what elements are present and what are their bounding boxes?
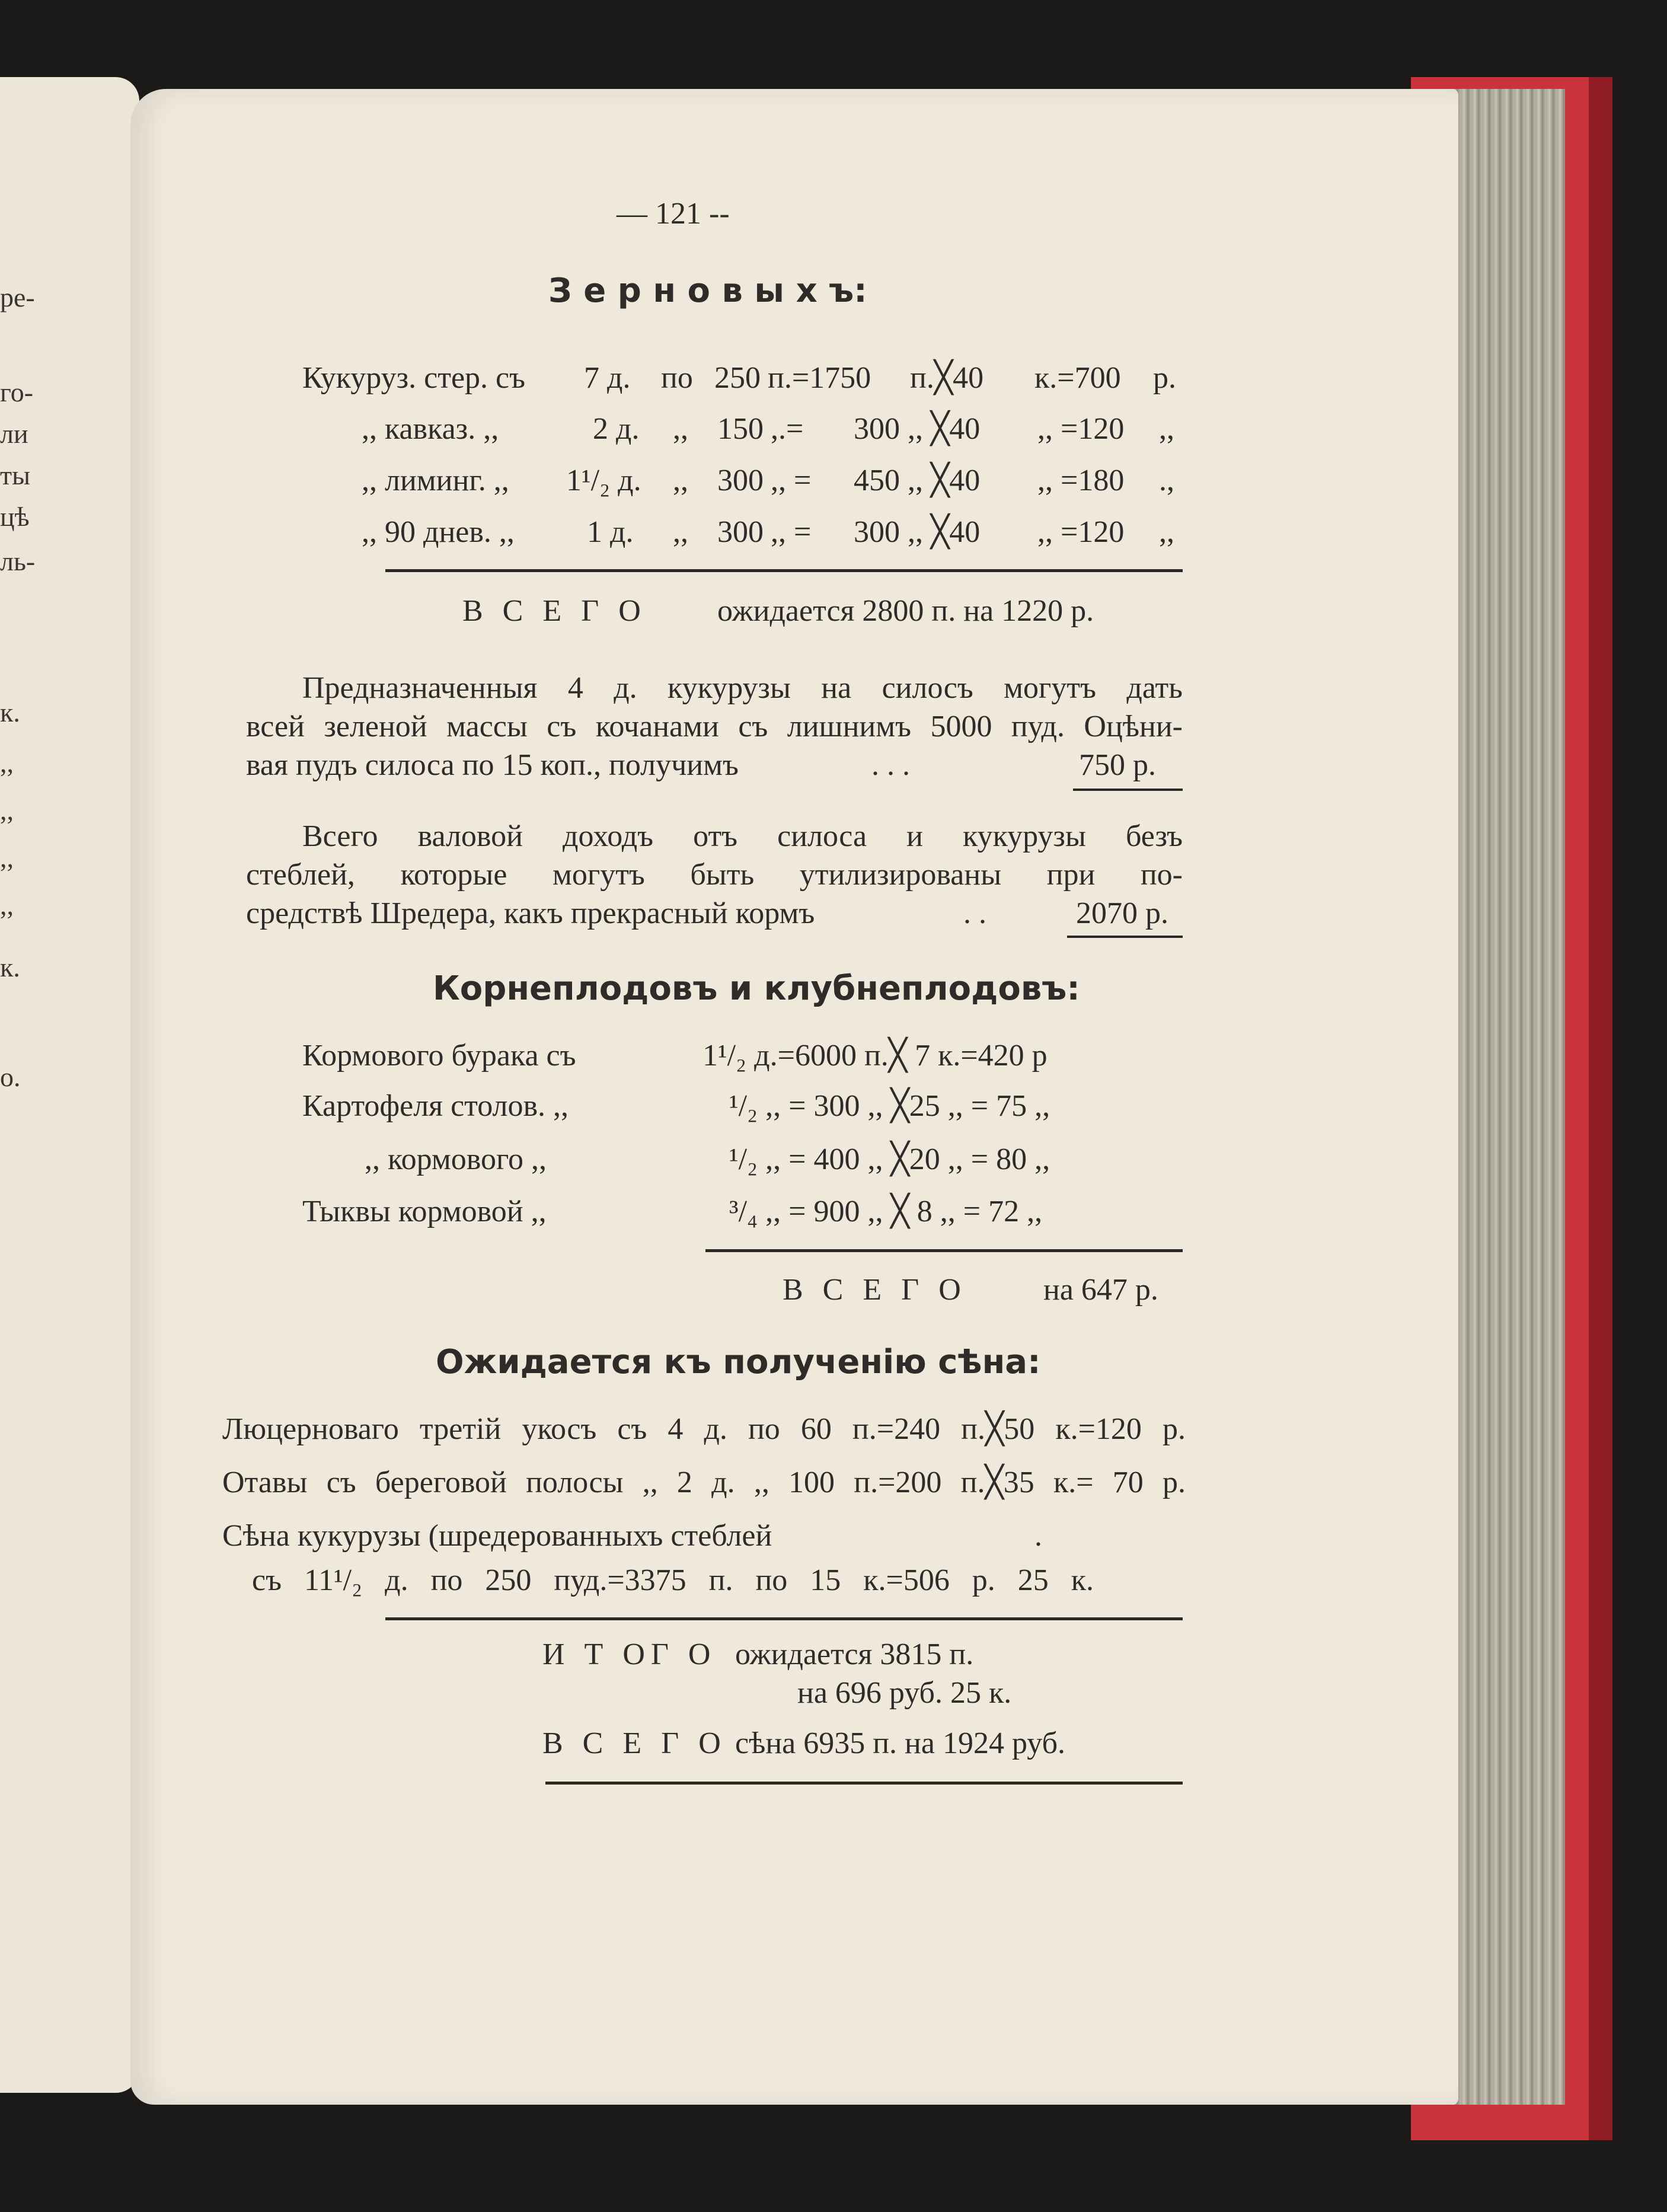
left-fragment: ,,: [0, 890, 14, 920]
grain-row-total: ,, =: [771, 464, 812, 497]
hay-row-2: Отавы съ береговой полосы ,, 2 д. ,, 100 п.=200 п.╳35 к.= 70 р.: [222, 1466, 1186, 1499]
para1-value: 750 р.: [1079, 748, 1156, 782]
divider-rule: [705, 1249, 1183, 1252]
hay-row-3: Сѣна кукурузы (шредерованныхъ стеблей: [222, 1519, 772, 1553]
grain-row-total: п.=1750: [768, 361, 871, 395]
roots-row-values: 1¹/₂ д.=6000 п.╳ 7 к.=420 р: [702, 1039, 1048, 1073]
grain-row-price: 450 ,, ╳40: [854, 464, 981, 497]
divider-rule: [385, 1617, 1183, 1620]
grain-row-unit: ,,: [1159, 515, 1174, 549]
page-number: — 121 --: [617, 197, 730, 231]
para2-value: 2070 р.: [1076, 896, 1168, 930]
grain-row-sum: ,, =120: [1037, 412, 1125, 446]
grain-row-area: 1¹/₂ д.: [566, 464, 641, 497]
grain-row-per: по: [661, 361, 693, 395]
grain-row-label: ,, кавказ. ,,: [362, 412, 499, 446]
hay-row-3-dot: .: [1034, 1519, 1042, 1553]
book-cover-edge: [1589, 77, 1612, 2140]
grain-row-area: 2 д.: [593, 412, 640, 446]
left-fragment: ,,: [0, 842, 14, 873]
para2-line2: стеблей, которые могутъ быть утилизированы при по-: [246, 858, 1183, 892]
roots-row-values: ¹/₂ ,, = 400 ,, ╳20 ,, = 80 ,,: [729, 1142, 1050, 1176]
itogo-label: И Т ОГ О: [542, 1638, 717, 1671]
section-title-roots: Корнеплодовъ и клубнеплодовъ:: [433, 969, 1080, 1008]
left-fragment: к.: [0, 697, 20, 727]
grain-row-unit: р.: [1153, 361, 1176, 395]
left-fragment: цѣ: [0, 502, 30, 532]
para1-line1: Предназначенныя 4 д. кукурузы на силосъ могутъ дать: [302, 671, 1183, 705]
left-page: [0, 77, 139, 2093]
grain-row-price: 300 ,, ╳40: [854, 412, 981, 446]
grain-row-sum: ,, =180: [1037, 464, 1125, 497]
hay-row-1: Люцерноваго третій укосъ съ 4 д. по 60 п.=240 п.╳50 к.=120 р.: [222, 1412, 1186, 1446]
itogo-text-2: на 696 руб. 25 к.: [797, 1676, 1012, 1710]
grain-row-per: ,,: [673, 515, 688, 549]
left-fragment: о.: [0, 1062, 21, 1092]
para1-line2: всей зеленой массы съ кочанами съ лишнимъ 5000 пуд. Оцѣни-: [246, 710, 1183, 743]
left-fragment: ль-: [0, 546, 36, 576]
grain-row-price: п.╳40: [910, 361, 984, 395]
grain-row-sum: к.=700: [1034, 361, 1121, 395]
grain-row-per: ,,: [673, 412, 688, 446]
roots-row-label: ,, кормового ,,: [365, 1142, 547, 1176]
left-fragment: ,,: [0, 795, 14, 825]
grain-row-unit: .,: [1159, 464, 1174, 497]
roots-row-label: Картофеля столов. ,,: [302, 1089, 569, 1123]
roots-row-label: Кормового бурака съ: [302, 1039, 576, 1073]
left-fragment: ты: [0, 460, 31, 490]
grain-row-yield: 300: [717, 515, 764, 549]
divider-rule: [545, 1782, 1183, 1785]
para1-line3: вая пудъ силоса по 15 коп., получимъ: [246, 748, 739, 782]
left-fragment: к.: [0, 952, 20, 982]
grain-row-label: ,, 90 днев. ,,: [362, 515, 515, 549]
roots-row-values: ³/₄ ,, = 900 ,, ╳ 8 ,, = 72 ,,: [729, 1195, 1043, 1228]
para2-dots: . .: [963, 896, 986, 930]
grain-row-yield: 150: [717, 412, 764, 446]
left-fragment: ре-: [0, 282, 35, 312]
divider-rule: [385, 569, 1183, 572]
left-fragment: ли: [0, 419, 28, 449]
grains-total-label: В С Е Г О: [462, 594, 647, 628]
left-fragment: го-: [0, 377, 34, 407]
para2-line1: Всего валовой доходъ отъ силоса и кукурузы безъ: [302, 819, 1183, 853]
grain-row-area: 7 д.: [584, 361, 631, 395]
para1-dots: . . .: [871, 748, 910, 782]
hay-total-text: сѣна 6935 п. на 1924 руб.: [735, 1726, 1066, 1760]
left-fragment: ,,: [0, 748, 14, 778]
para2-line3: средствѣ Шредера, какъ прекрасный кормъ: [246, 896, 815, 930]
grain-row-sum: ,, =120: [1037, 515, 1125, 549]
roots-total-label: В С Е Г О: [783, 1273, 967, 1307]
grain-row-total: ,.=: [771, 412, 804, 446]
itogo-text-1: ожидается 3815 п.: [735, 1638, 974, 1671]
grain-row-label: Кукуруз. стер. съ: [302, 361, 526, 395]
grain-row-per: ,,: [673, 464, 688, 497]
roots-total-text: на 647 р.: [1043, 1273, 1158, 1307]
grain-row-total: ,, =: [771, 515, 812, 549]
value-underline: [1073, 789, 1183, 791]
roots-row-values: ¹/₂ ,, = 300 ,, ╳25 ,, = 75 ,,: [729, 1089, 1050, 1123]
hay-total-label: В С Е Г О: [542, 1726, 727, 1760]
roots-row-label: Тыквы кормовой ,,: [302, 1195, 547, 1228]
grain-row-unit: ,,: [1159, 412, 1174, 446]
grains-total-text: ожидается 2800 п. на 1220 р.: [717, 594, 1094, 628]
section-title-grains: З е р н о в ы х ъ:: [548, 272, 867, 310]
grain-row-yield: 250: [714, 361, 761, 395]
grain-row-yield: 300: [717, 464, 764, 497]
section-title-hay: Ожидается къ полученію сѣна:: [436, 1343, 1041, 1381]
grain-row-area: 1 д.: [587, 515, 634, 549]
grain-row-price: 300 ,, ╳40: [854, 515, 981, 549]
value-underline: [1067, 936, 1183, 938]
grain-row-label: ,, лиминг. ,,: [362, 464, 509, 497]
hay-row-4: съ 11¹/₂ д. по 250 пуд.=3375 п. по 15 к.=506 р. 25 к.: [252, 1563, 1094, 1597]
